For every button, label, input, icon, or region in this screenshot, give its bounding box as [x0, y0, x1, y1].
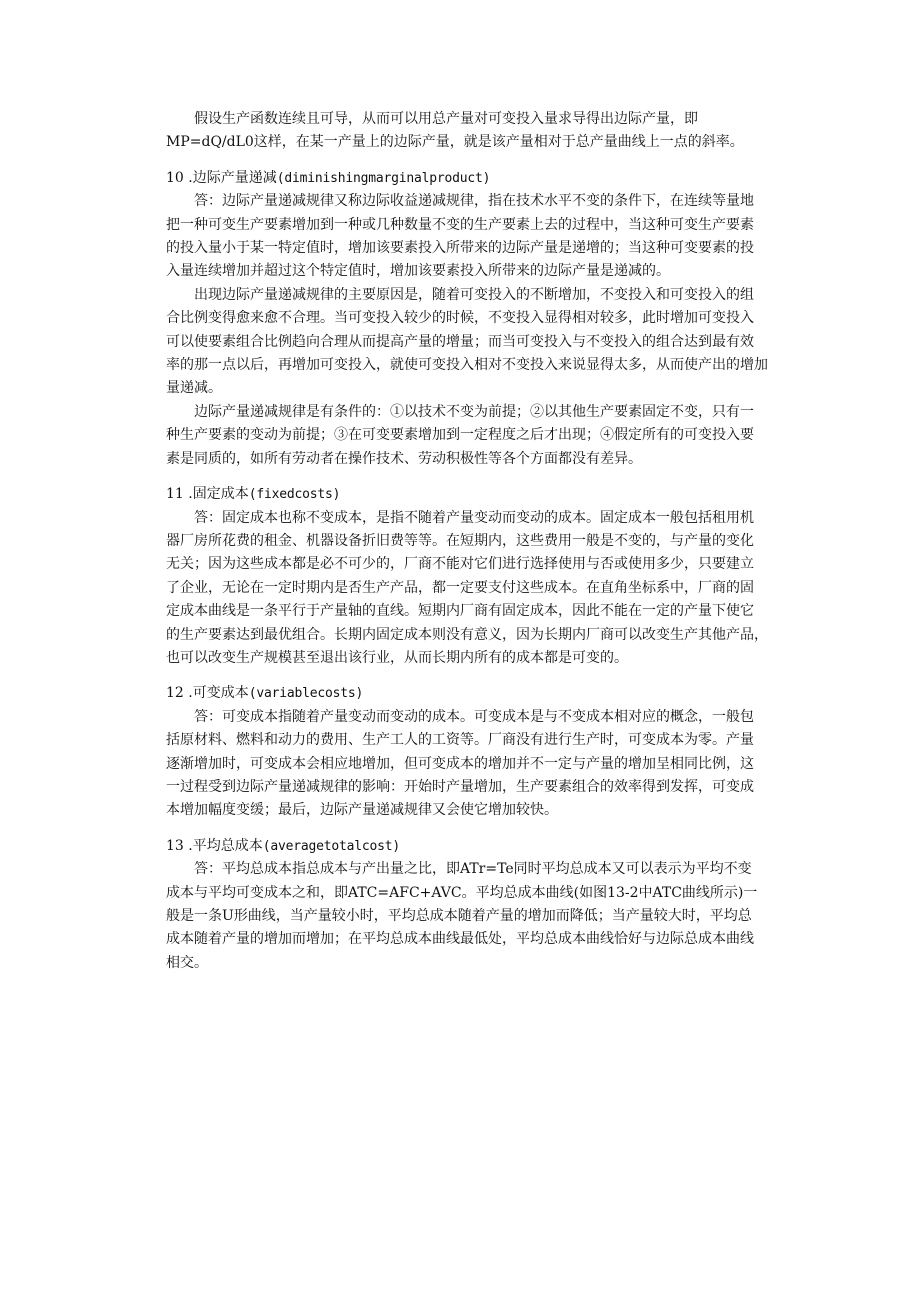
- text-line: 器厂房所花费的租金、机器设备折旧费等等。在短期内，这些费用一般是不变的，与产量的变化: [166, 532, 754, 549]
- text-line: 答：可变成本指随着产量变动而变动的成本。可变成本是与不变成本相对应的概念，一般包: [194, 708, 754, 725]
- text-line: 无关；因为这些成本都是必不可少的，厂商不能对它们进行选择使用与否或使用多少，只要建立: [166, 556, 754, 573]
- heading-english: (diminishingmarginalproduct): [276, 170, 491, 186]
- document-page: [138, 108, 783, 975]
- paragraph: [138, 190, 783, 284]
- section-11: [138, 483, 783, 670]
- heading-number: 11 .固定成本: [166, 486, 249, 503]
- section-heading: [138, 835, 783, 858]
- paragraph: [138, 401, 783, 471]
- heading-english: (averagetotalcost): [262, 838, 400, 854]
- text-line: 率的那一点以后，再增加可变投入，就使可变投入相对不变投入来说显得太多，从而使产出的增加: [166, 357, 768, 374]
- text-line: 成本与平均可变成本之和，即ATC=AFC+AVC。平均总成本曲线(如图13-2中ATC曲线所示)一: [166, 884, 758, 901]
- text-line: 入量连续增加并超过这个特定值时，增加该要素投入所带来的边际产量是递减的。: [166, 263, 670, 280]
- heading-number: 13 .平均总成本: [166, 837, 263, 854]
- section-heading: [138, 167, 783, 190]
- heading-number: 10 .边际产量递减: [166, 169, 277, 186]
- heading-english: (fixedcosts): [248, 487, 341, 503]
- text-line: 答：固定成本也称不变成本，是指不随着产量变动而变动的成本。固定成本一般包括租用机: [194, 509, 754, 526]
- text-line: 答：平均总成本指总成本与产出量之比，即ATr=Te同时平均总成本又可以表示为平均不变: [194, 861, 752, 878]
- section-13: [138, 835, 783, 975]
- text-line: 也可以改变生产规模甚至退出该行业，从而长期内所有的成本都是可变的。: [166, 649, 628, 666]
- text-line: 的生产要素达到最优组合。长期内固定成本则没有意义，因为长期内厂商可以改变生产其他产品，: [166, 626, 768, 643]
- text-line: 了企业，无论在一定时期内是否生产产品，都一定要支付这些成本。在直角坐标系中，厂商的固: [166, 579, 754, 596]
- heading-number: 12 .可变成本: [166, 685, 249, 702]
- paragraph: [138, 706, 783, 823]
- text-line: 的投入量小于某一特定值时，增加该要素投入所带来的边际产量是递增的；当这种可变要素的投: [166, 240, 754, 257]
- paragraph: [138, 284, 783, 401]
- text-line: 把一种可变生产要素增加到一种或几种数量不变的生产要素上去的过程中，当这种可变生产要素: [166, 216, 754, 233]
- text-line: 括原材料、燃料和动力的费用、生产工人的工资等。厂商没有进行生产时，可变成本为零。产量: [166, 732, 754, 749]
- text-line: 合比例变得愈来愈不合理。当可变投入较少的时候，不变投入显得相对较多，此时增加可变投入: [166, 310, 754, 327]
- text-line: 相交。: [166, 954, 208, 971]
- text-line: 可以使要素组合比例趋向合理从而提高产量的增量；而当可变投入与不变投入的组合达到最有效: [166, 333, 754, 350]
- text-line: 种生产要素的变动为前提；③在可变要素增加到一定程度之后才出现；④假定所有的可变投入要: [166, 427, 754, 444]
- section-10: [138, 167, 783, 471]
- text-line: MP=dQ/dL0这样，在某一产量上的边际产量，就是该产量相对于总产量曲线上一点的斜率。: [166, 134, 744, 151]
- text-line: 般是一条U形曲线，当产量较小时，平均总成本随着产量的增加而降低；当产量较大时，平均总: [166, 908, 752, 924]
- text-line: 量递减。: [166, 380, 222, 397]
- section-12: [138, 682, 783, 822]
- text-line: 出现边际产量递减规律的主要原因是，随着可变投入的不断增加，不变投入和可变投入的组: [194, 286, 754, 303]
- paragraph: [138, 858, 783, 975]
- text-line: 假设生产函数连续且可导，从而可以用总产量对可变投入量求导得出边际产量，即: [194, 111, 698, 127]
- text-line: 本增加幅度变缓；最后，边际产量递减规律又会使它增加较快。: [166, 802, 558, 819]
- text-line: 成本随着产量的增加而增加；在平均总成本曲线最低处，平均总成本曲线恰好与边际总成本曲线: [166, 931, 754, 948]
- intro-paragraph: [138, 108, 783, 155]
- paragraph: [138, 507, 783, 671]
- section-heading: [138, 682, 783, 705]
- section-heading: [138, 483, 783, 506]
- text-line: 定成本曲线是一条平行于产量轴的直线。短期内厂商有固定成本，因此不能在一定的产量下使它: [166, 603, 754, 620]
- text-line: 答：边际产量递减规律又称边际收益递减规律，指在技术水平不变的条件下，在连续等量地: [194, 193, 754, 210]
- text-line: 素是同质的，如所有劳动者在操作技术、劳动积极性等各个方面都没有差异。: [166, 450, 642, 467]
- text-line: 一过程受到边际产量递减规律的影响：开始时产量增加，生产要素组合的效率得到发挥，可变成: [166, 778, 754, 795]
- heading-english: (variablecosts): [248, 686, 364, 702]
- text-line: 逐渐增加时，可变成本会相应地增加，但可变成本的增加并不一定与产量的增加呈相同比例，这: [166, 755, 754, 772]
- text-line: 边际产量递减规律是有条件的：①以技术不变为前提；②以其他生产要素固定不变，只有一: [194, 403, 754, 420]
